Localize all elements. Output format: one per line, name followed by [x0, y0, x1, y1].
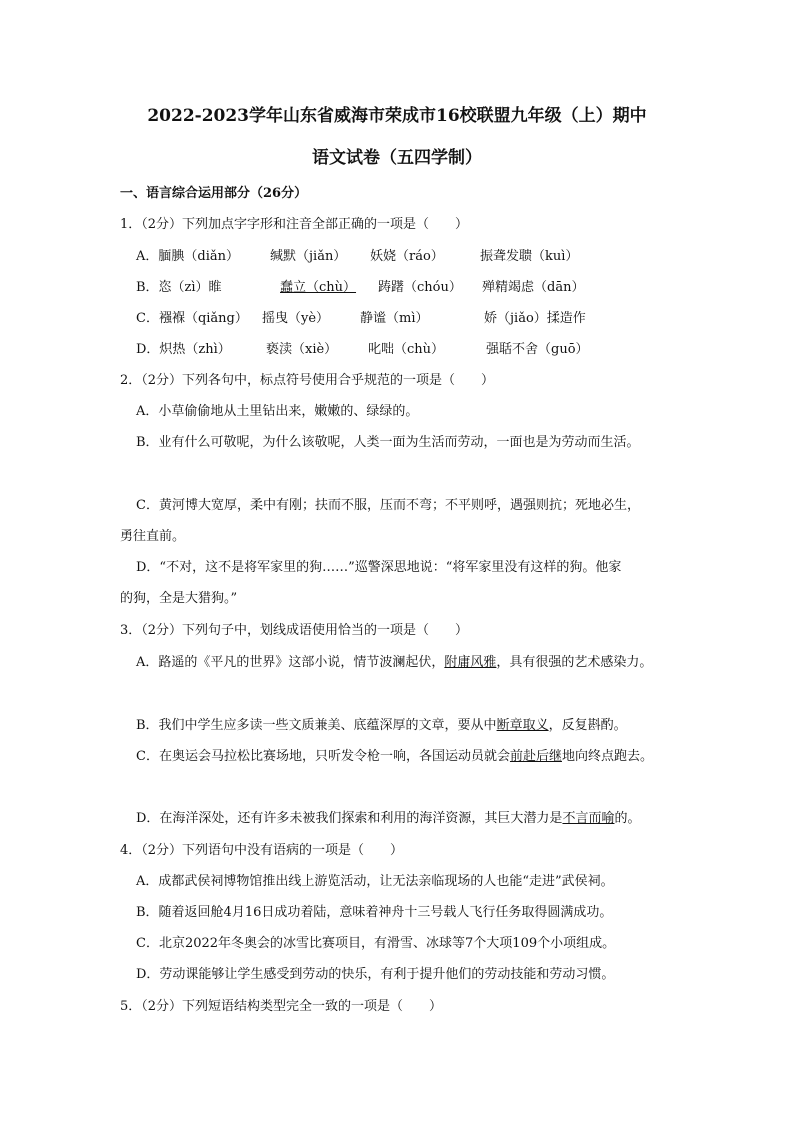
q5-stem: 5．（2分）下列短语结构类型完全一致的一项是（ ） — [120, 999, 443, 1014]
exam-title-line1: 2022-2023学年山东省威海市荣成市16校联盟九年级（上）期中 — [147, 106, 647, 126]
q2-option-b: B．业有什么可敬呢，为什么该敬呢，人类一面为生活而劳动，一面也是为劳动而生活。 — [136, 435, 640, 450]
q3-stem: 3．（2分）下列句子中，划线成语使用恰当的一项是（ ） — [120, 623, 469, 638]
q3-a-idiom: 附庸风雅 — [444, 655, 497, 670]
q2-stem: 2．（2分）下列各句中，标点符号使用合乎规范的一项是（ ） — [120, 373, 495, 388]
q2-option-c-line1: C．黄河博大宽厚，柔中有刚；扶而不服，压而不弯；不平则呼，遇强则抗；死地必生， — [136, 498, 640, 513]
q3-c-idiom: 前赴后继 — [509, 749, 562, 764]
q1-stem: 1．（2分）下列加点字字形和注音全部正确的一项是（ ） — [120, 217, 469, 232]
q3-b-idiom: 断章取义 — [496, 718, 549, 733]
q4-stem: 4．（2分）下列语句中没有语病的一项是（ ） — [120, 843, 404, 858]
q2-option-a: A．小草偷偷地从土里钻出来，嫩嫩的、绿绿的。 — [136, 404, 419, 419]
q4-option-d: D．劳动课能够让学生感受到劳动的快乐，有利于提升他们的劳动技能和劳动习惯。 — [136, 967, 615, 982]
exam-title-line2: 语文试卷（五四学制） — [312, 148, 482, 168]
q3-d-idiom: 不言而喻 — [562, 811, 615, 826]
q3-option-a: A．路遥的《平凡的世界》这部小说，情节波澜起伏，附庸风雅，具有很强的艺术感染力。 — [136, 655, 653, 670]
q4-option-a: A．成都武侯祠博物馆推出线上游览活动，让无法亲临现场的人也能“走进”武侯祠。 — [136, 874, 614, 889]
q3-option-c: C．在奥运会马拉松比赛场地，只听发令枪一响，各国运动员就会前赴后继地向终点跑去。 — [136, 749, 653, 764]
q3-option-b: B．我们中学生应多读一些文质兼美、底蕴深厚的文章，要从中断章取义，反复斟酌。 — [136, 718, 627, 733]
q4-option-c: C．北京2022年冬奥会的冰雪比赛项目，有滑雪、冰球等7个大项109个小项组成。 — [136, 936, 616, 951]
exam-page: 2022-2023学年山东省威海市荣成市16校联盟九年级（上）期中 语文试卷（五四学制） 一、语言综合运用部分（26分） 1．（2分）下列加点字字形和注音全部正确的一项是（ ） A．腼腆（diǎn） 缄默（jiǎn） 妖娆（ráo） 振聋发聩（kuì） B．恣（zì）睢 蠢立（chù） 踌躇（chóu） 殚精竭虑（dān） C．襁褓（qiǎng） 摇曳（yè） 静谧（mì） 娇（jiǎo）揉造作 D．炽热（zhì） 亵渎（xiè） 叱咄（chù） 强聒不舍（guō） 2．（2分）下列各句中，标点符号使用合乎规范的一项是（ ） A．小草偷偷地从土里钻出来，嫩嫩的、绿绿的。 B．业有什么可敬呢，为什么该敬呢，人类一面为生活而劳动，一面也是为劳动而生活。 C．黄河博大宽厚，柔中有刚；扶而不服，压而不弯；不平则呼，遇强则抗；死地必生， 勇往直前。 D．“不对，这不是将军家里的狗……”巡警深思地说：“将军家里没有这样的狗。他家 的狗，全是大猎狗。” 3．（2分）下列句子中，划线成语使用恰当的一项是（ ） A．路遥的《平凡的世界》这部小说，情节波澜起伏，附庸风雅，具有很强的艺术感染力。 B．我们中学生应多读一些文质兼美、底蕴深厚的文章，要从中断章取义，反复斟酌。 C．在奥运会马拉松比赛场地，只听发令枪一响，各国运动员就会前赴后继地向终点跑去。 D．在海洋深处，还有许多未被我们探索和利用的海洋资源，其巨大潜力是不言而喻的。 4．（2分）下列语句中没有语病的一项是（ ） A．成都武侯祠博物馆推出线上游览活动，让无法亲临现场的人也能“走进”武侯祠。 B．随着返回舱4月16日成功着陆，意味着神舟十三号载人飞行任务取得圆满成功。 C．北京2022年冬奥会的冰雪比赛项目，有滑雪、冰球等7个大项109个小项组成。 D．劳动课能够让学生感受到劳动的快乐，有利于提升他们的劳动技能和劳动习惯。 5．（2分）下列短语结构类型完全一致的一项是（ ） — [0, 0, 794, 1123]
q2-option-d-line1: D．“不对，这不是将军家里的狗……”巡警深思地说：“将军家里没有这样的狗。他家 — [136, 560, 622, 575]
q3-option-d: D．在海洋深处，还有许多未被我们探索和利用的海洋资源，其巨大潜力是不言而喻的。 — [136, 811, 641, 826]
q2-option-d-line2: 的狗，全是大猎狗。” — [120, 591, 238, 606]
q2-option-c-line2: 勇往直前。 — [120, 529, 186, 544]
q4-option-b: B．随着返回舱4月16日成功着陆，意味着神舟十三号载人飞行任务取得圆满成功。 — [136, 905, 613, 920]
section-heading: 一、语言综合运用部分（26分） — [120, 186, 308, 201]
